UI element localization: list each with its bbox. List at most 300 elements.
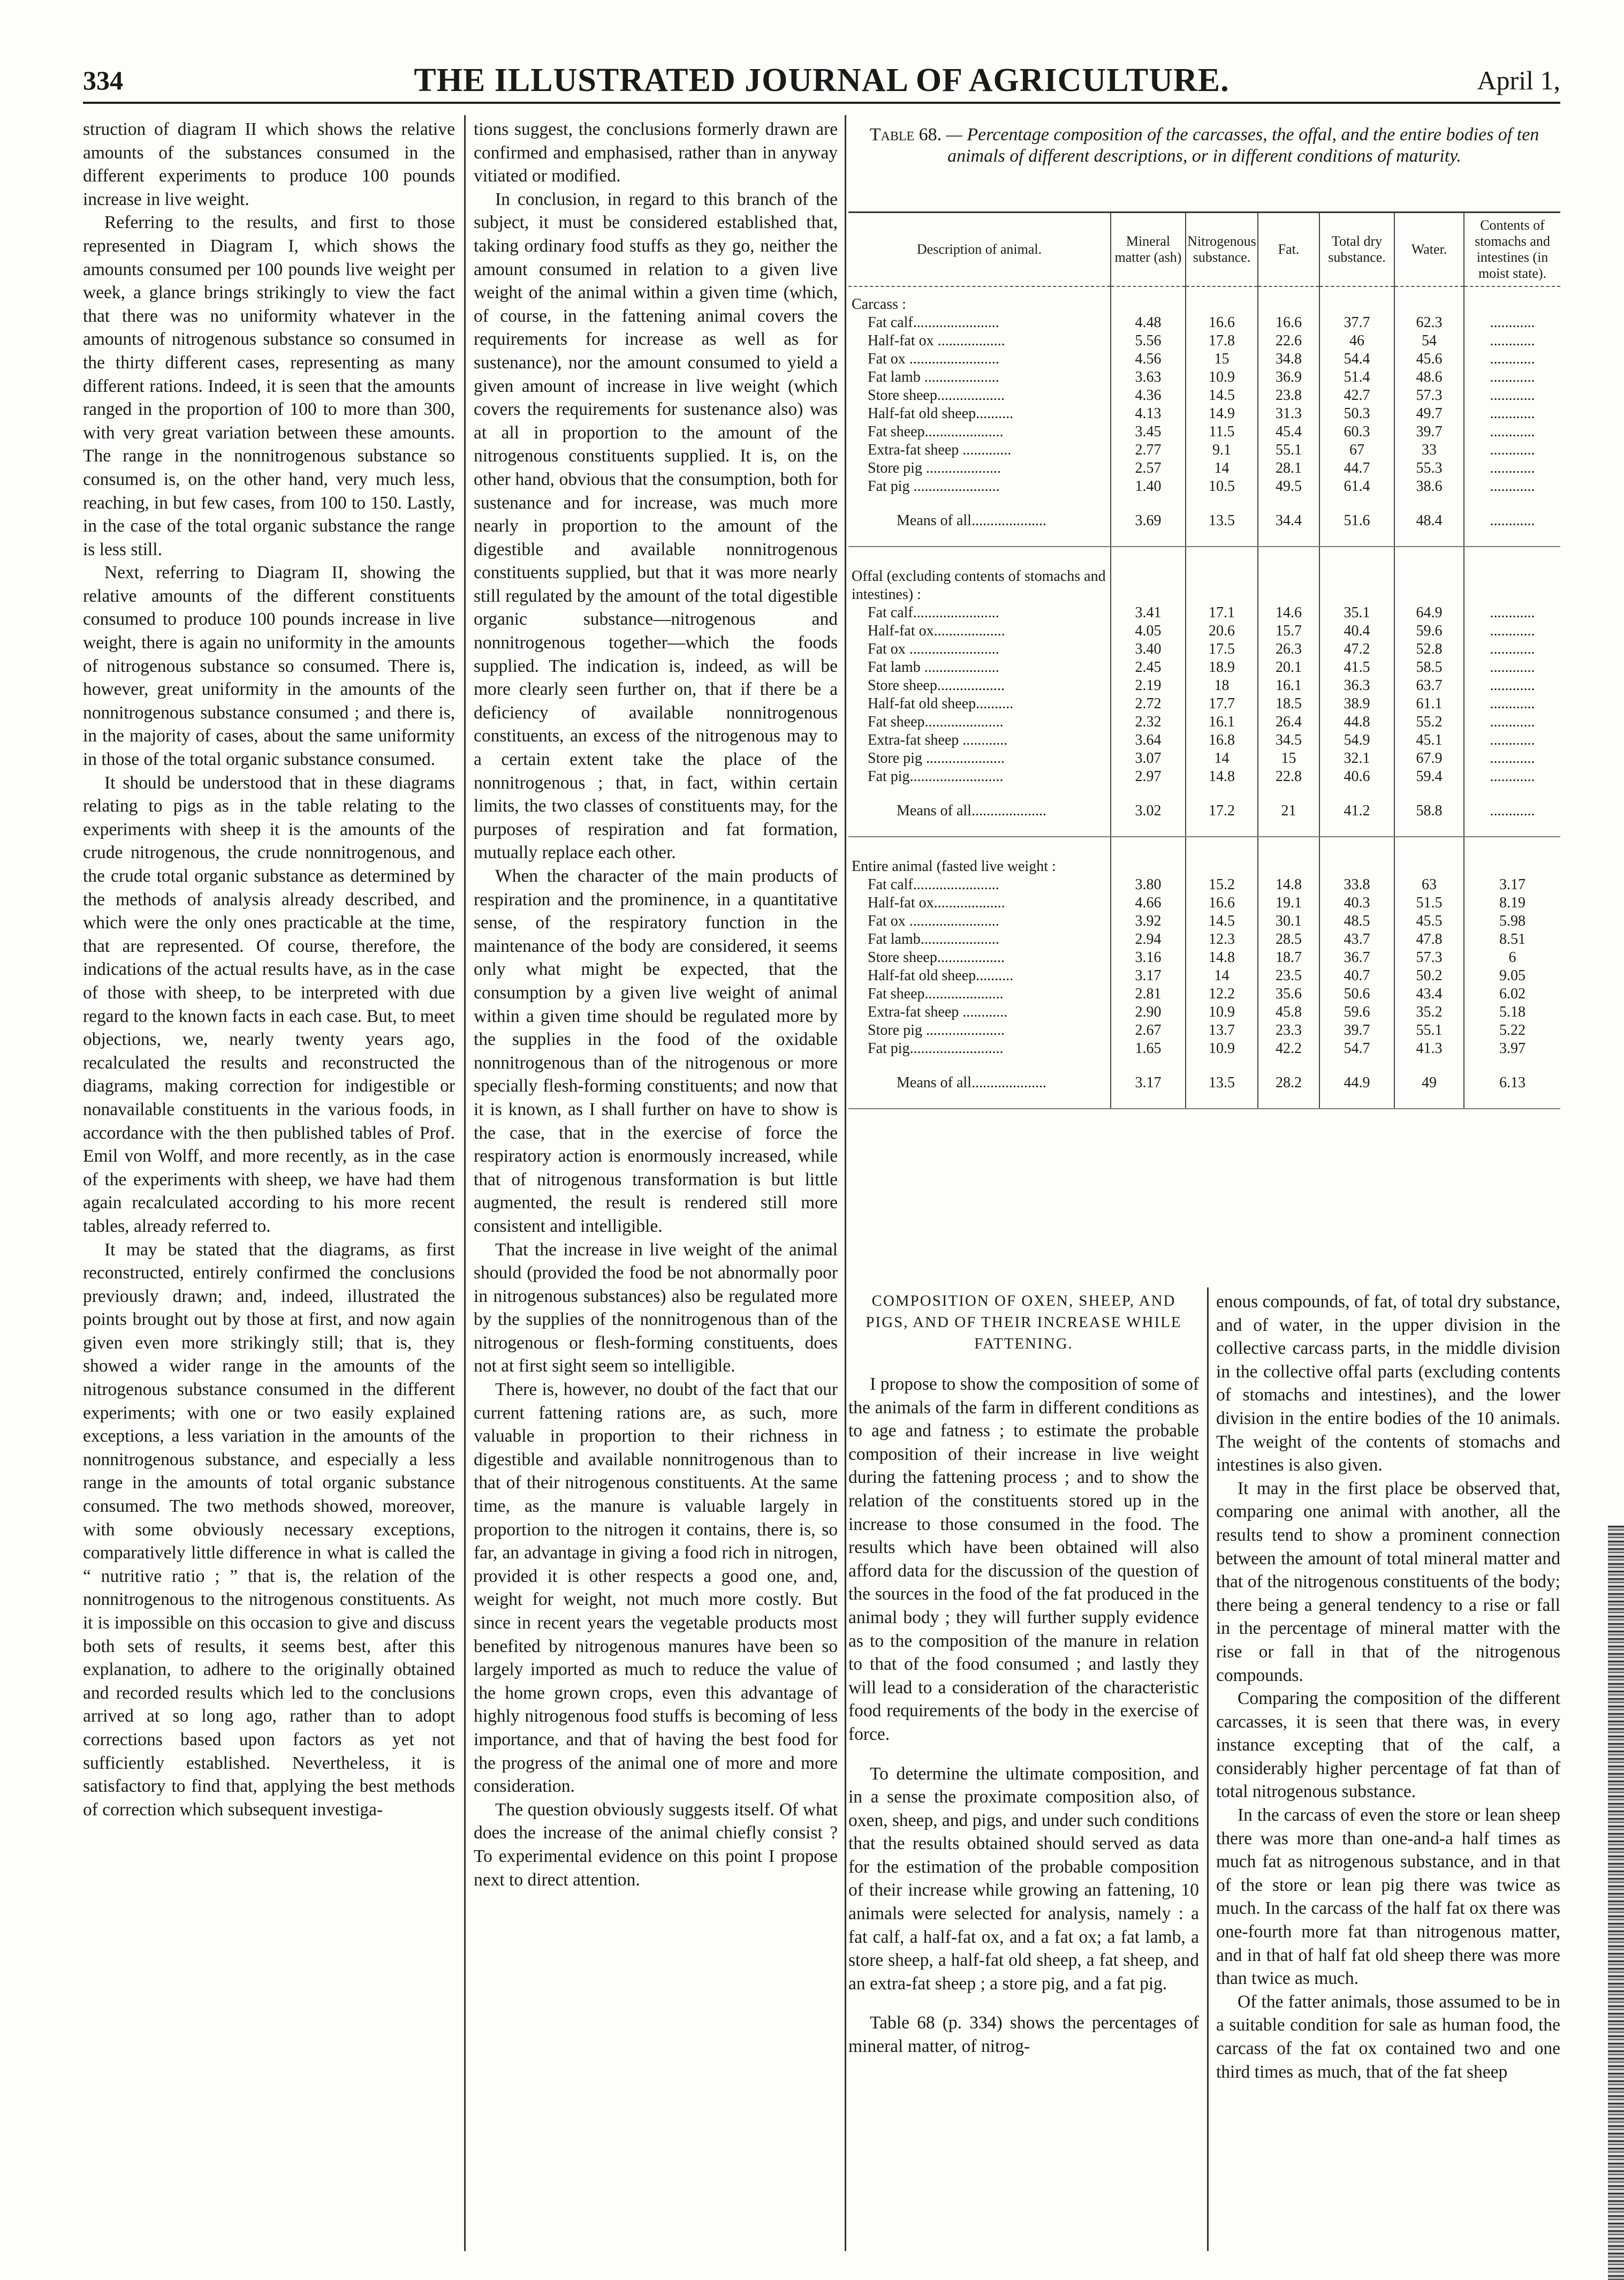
table-cell: ............ xyxy=(1464,314,1560,332)
paragraph: Referring to the results, and first to those represented in Diagram I, which shows the amounts consumed per 100 pounds live weight per week, a glance brings strikingly to view the fact that there was no uniformity whatever in the amounts of nitrogenous substance so consumed in the thirty different cases, representing as many different rations. Indeed, it is seen that the amounts ranged in the proportion of 100 to more than 300, with very great variation between these amounts. The range in the nonnitrogenous substance so consumed is, on the other hand, very much less, reaching, in but few cases, from 100 to 150. Lastly, in the case of the total organic substance the range is less still. xyxy=(83,213,455,559)
means-cell: 58.8 xyxy=(1394,786,1464,837)
table-cell: 28.5 xyxy=(1258,930,1319,949)
paragraph: There is, however, no doubt of the fact that our current fattening rations are, as such, more valuable in proportion to their richness in digestible and available nonnitrogenous than to that of their nitrogenous constituents. At the same time, as the manure is valuable largely in proportion to the nitrogen it contains, there is, so far, an advantage in giving a food rich in nitrogen, provided it is other respects a good one, and, weight for weight, not much more costly. But since in recent years the vegetable products most benefited by nitrogenous manures have been so largely imported as much to reduce the value of the home grown crops, even this advantage of highly nitrogenous food stuffs is becoming of less importance, and that of having the best food for the progress of the animal one of more and more consideration. xyxy=(474,1380,838,1797)
table-cell: ............ xyxy=(1464,387,1560,405)
animal-description: Fat lamb..................... xyxy=(868,931,999,948)
table-row xyxy=(848,658,1560,677)
paragraph: tions suggest, the conclusions formerly drawn are confirmed and emphasised, rather than in anyway vitiated or modified. xyxy=(474,119,838,186)
table-cell: 19.1 xyxy=(1258,894,1319,912)
table-cell: 26.4 xyxy=(1258,713,1319,731)
table-cell: 43.7 xyxy=(1319,930,1394,949)
table-cell: 45.8 xyxy=(1258,1003,1319,1021)
column-header: Description of animal. xyxy=(916,241,1042,257)
page-number: 334 xyxy=(83,65,123,95)
table-cell: ............ xyxy=(1464,478,1560,496)
table-cell: 10.5 xyxy=(1186,478,1258,496)
table-cell: 16.6 xyxy=(1258,314,1319,332)
table-cell: 6.02 xyxy=(1464,985,1560,1003)
paragraph: Of the fatter animals, those assumed to be in a suitable condition for sale as human food, the carcass of the fat ox contained two and one third times as much, that of the fat sheep xyxy=(1216,1991,1560,2082)
paragraph: That the increase in live weight of the animal should (provided the food be not abnormally poor in nitrogenous substances) also be regulated more by the supplies of the nonnitrogenous than of the nitrogenous or flesh-forming constituents, does not at first sight seem so intelligible. xyxy=(474,1239,838,1376)
table-cell: 4.36 xyxy=(1111,387,1186,405)
table-cell: 15 xyxy=(1258,749,1319,768)
table-row xyxy=(848,949,1560,967)
animal-description: Half-fat ox .................. xyxy=(868,332,1005,349)
table-cell: 46 xyxy=(1319,332,1394,350)
spacer-cell xyxy=(1111,547,1186,559)
empty-cell xyxy=(1464,559,1560,604)
spacer-cell xyxy=(1394,837,1464,849)
table-cell: 62.3 xyxy=(1394,314,1464,332)
table-cell: 17.8 xyxy=(1186,332,1258,350)
table-cell: 5.98 xyxy=(1464,912,1560,930)
table-cell: 55.3 xyxy=(1394,459,1464,478)
table-cell: ............ xyxy=(1464,658,1560,677)
spacer-cell xyxy=(1186,837,1258,849)
table-cell: 4.48 xyxy=(1111,314,1186,332)
animal-description: Half-fat ox................... xyxy=(868,895,1005,911)
table-cell: ............ xyxy=(1464,441,1560,459)
table-cell: 40.6 xyxy=(1319,768,1394,786)
table-cell: 20.1 xyxy=(1258,658,1319,677)
table-cell: 9.05 xyxy=(1464,967,1560,985)
means-cell: 3.02 xyxy=(1111,786,1186,837)
animal-description: Half-fat old sheep.......... xyxy=(868,405,1014,422)
table-label: Table 68. xyxy=(869,125,942,145)
table-cell: 63 xyxy=(1394,876,1464,894)
table-cell: 16.6 xyxy=(1186,894,1258,912)
table-cell: 18.5 xyxy=(1258,695,1319,713)
table-row xyxy=(848,478,1560,496)
table-cell: 15.7 xyxy=(1258,622,1319,640)
table-cell: 4.13 xyxy=(1111,405,1186,423)
table-cell: 55.2 xyxy=(1394,713,1464,731)
table-cell: 28.1 xyxy=(1258,459,1319,478)
empty-cell xyxy=(1258,559,1319,604)
table-cell: 12.2 xyxy=(1186,985,1258,1003)
table-cell: 2.57 xyxy=(1111,459,1186,478)
empty-cell xyxy=(1111,286,1186,314)
animal-description: Fat sheep..................... xyxy=(868,986,1004,1002)
table-cell: 22.6 xyxy=(1258,332,1319,350)
spacer-cell xyxy=(1464,547,1560,559)
means-label: Means of all.................... xyxy=(848,1058,1111,1109)
table-cell: 57.3 xyxy=(1394,387,1464,405)
header-rule xyxy=(83,102,1560,104)
table-cell: ............ xyxy=(1464,368,1560,387)
table-cell: 49.7 xyxy=(1394,405,1464,423)
table-cell: ............ xyxy=(1464,423,1560,441)
table-cell: 67 xyxy=(1319,441,1394,459)
table-cell: 5.18 xyxy=(1464,1003,1560,1021)
table-row xyxy=(848,423,1560,441)
paragraph: Next, referring to Diagram II, showing the relative amounts of the different constituents consumed to produce 100 pounds increase in live weight, there is again no uniformity in the amounts of nitrogenous substance so consumed. There is, however, great uniformity in the amounts of the nonnitrogenous substance consumed ; and there is, in the majority of cases, about the same uniformity in those of the total organic substance consumed. xyxy=(83,563,455,770)
paragraph: It may in the first place be observed that, comparing one animal with another, all the results tend to show a prominent connection between the amount of total mineral matter and that of the nitrogenous constituents of the body; there being a general tendency to a rise or fall in the percentage of mineral matter with the rise or fall in that of the nitrogenous compounds. xyxy=(1216,1478,1560,1685)
group-title: Carcass : xyxy=(852,296,906,313)
means-label: Means of all.................... xyxy=(848,786,1111,837)
issue-date: April 1, xyxy=(1477,65,1560,95)
table-cell: 8.19 xyxy=(1464,894,1560,912)
table-cell: 2.19 xyxy=(1111,677,1186,695)
paragraph: I propose to show the composition of some of the animals of the farm in different conditions as to age and fatness ; to estimate the probable composition of their increase in live weight during the fattening process ; and to show the relation of the constituents stored up in the increase to those consumed in the food. The results which have been obtained will also afford data for the discussion of the question of the sources in the food of the fat produced in the animal body ; they will further supply evidence as to the composition of the manure in relation to that of the food consumed ; and lastly they will lead to a consideration of the characteristic food requirements of the body in the exercise of force. xyxy=(848,1374,1199,1744)
table-cell: 16.8 xyxy=(1186,731,1258,749)
table-cell: 11.5 xyxy=(1186,423,1258,441)
spacer-cell xyxy=(1258,547,1319,559)
animal-description: Fat pig......................... xyxy=(868,1040,1004,1057)
table-cell: 55.1 xyxy=(1258,441,1319,459)
table-row xyxy=(848,459,1560,478)
table-cell: 16.1 xyxy=(1258,677,1319,695)
table-row xyxy=(848,967,1560,985)
table-header-row xyxy=(848,213,1560,287)
table-cell: ............ xyxy=(1464,350,1560,368)
group-spacer xyxy=(848,837,1560,849)
journal-title: THE ILLUSTRATED JOURNAL OF AGRICULTURE. xyxy=(414,62,1230,99)
text-column-4 xyxy=(1216,1290,1560,2084)
table-cell: 3.64 xyxy=(1111,731,1186,749)
table-cell: 40.3 xyxy=(1319,894,1394,912)
column-header: Water. xyxy=(1394,213,1464,287)
table-cell: 10.9 xyxy=(1186,1040,1258,1058)
table-cell: 45.4 xyxy=(1258,423,1319,441)
table-cell: 3.63 xyxy=(1111,368,1186,387)
table-row xyxy=(848,930,1560,949)
empty-cell xyxy=(1464,849,1560,876)
table-cell: 2.32 xyxy=(1111,713,1186,731)
table-cell: 35.2 xyxy=(1394,1003,1464,1021)
empty-cell xyxy=(1394,286,1464,314)
table-cell: 63.7 xyxy=(1394,677,1464,695)
means-cell: 13.5 xyxy=(1186,1058,1258,1109)
table-cell: 15 xyxy=(1186,350,1258,368)
table-cell: 14.5 xyxy=(1186,912,1258,930)
table-cell: 14.5 xyxy=(1186,387,1258,405)
means-cell: 17.2 xyxy=(1186,786,1258,837)
table-row xyxy=(848,622,1560,640)
table-cell: 14.8 xyxy=(1186,949,1258,967)
table-cell: 3.17 xyxy=(1111,967,1186,985)
table-cell: 33 xyxy=(1394,441,1464,459)
scan-edge-strip xyxy=(1608,1526,1624,2280)
table-cell: 50.6 xyxy=(1319,985,1394,1003)
table-cell: 23.5 xyxy=(1258,967,1319,985)
animal-description: Half-fat old sheep.......... xyxy=(868,695,1014,712)
table-cell: 2.77 xyxy=(1111,441,1186,459)
table-cell: 60.3 xyxy=(1319,423,1394,441)
text-column-3 xyxy=(848,1290,1199,2058)
table-cell: 64.9 xyxy=(1394,604,1464,622)
table-row xyxy=(848,985,1560,1003)
means-cell: 21 xyxy=(1258,786,1319,837)
table-cell: 31.3 xyxy=(1258,405,1319,423)
empty-cell xyxy=(1319,849,1394,876)
table-cell: 67.9 xyxy=(1394,749,1464,768)
table-row xyxy=(848,731,1560,749)
table-cell: 2.45 xyxy=(1111,658,1186,677)
table-cell: 15.2 xyxy=(1186,876,1258,894)
group-title-row xyxy=(848,559,1560,604)
table-cell: 3.92 xyxy=(1111,912,1186,930)
table-cell: 8.51 xyxy=(1464,930,1560,949)
table-cell: 51.4 xyxy=(1319,368,1394,387)
table-cell: 50.3 xyxy=(1319,405,1394,423)
table-cell: 23.8 xyxy=(1258,387,1319,405)
table-cell: 45.1 xyxy=(1394,731,1464,749)
paragraph: It may be stated that the diagrams, as first reconstructed, entirely confirmed the conclusions previously drawn; and, indeed, illustrated the points brought out by those at first, and now again given even more strikingly still; that is, they showed a wider range in the amounts of the nitrogenous substance consumed in the different experiments; with one or two easily explained exceptions, a less variation in the amounts of the nonnitrogenous substance, and especially a less range in the amounts of total organic substance consumed. The two methods showed, moreover, with some obviously necessary exceptions, comparatively little difference in what is called the “ nutritive ratio ; ” that is, the relation of the nonnitrogenous to the nitrogenous constituents. As it is impossible on this occasion to give and discuss both sets of results, it seems best, after this explanation, to adhere to the originally obtained and recorded results which led to the conclusions arrived at so long ago, rather than to adopt corrections based upon factors as yet not sufficiently established. Nevertheless, it is satisfactory to find that, applying the best methods of correction which subsequent investiga- xyxy=(83,1239,455,1820)
table-row xyxy=(848,713,1560,731)
table-cell: 14.8 xyxy=(1258,876,1319,894)
paragraph: In conclusion, in regard to this branch of the subject, it must be considered established that, taking ordinary food stuffs as they go, neither the amount consumed in relation to a given live weight of the animal within a given time (which, of course, in the fattening animal covers the requirements for increase as well as for sustenance), nor the amount consumed to yield a given amount of increase in live weight (which covers the requirements for sustenance also) was at all in proportion to the amount of the nitrogenous constituents supplied. It is, on the other hand, obvious that the consumption, both for sustenance and for increase, was much more nearly in proportion to the amount of the digestible and available nonnitrogenous constituents supplied, but that it was more nearly still regulated by the amount of the total digestible organic substance—nitrogenous and nonnitrogenous together—which the foods supplied. The indication is, indeed, as will be more clearly seen further on, that if there be a deficiency of available nonnitrogenous constituents, an excess of the nitrogenous may to a certain extent take the place of the nonnitrogenous ; that, in fact, within certain limits, the two classes of constituents may, for the purposes of respiration and fat formation, mutually replace each other. xyxy=(474,189,838,863)
empty-cell xyxy=(1258,286,1319,314)
table-cell: 14.9 xyxy=(1186,405,1258,423)
table-cell: 1.40 xyxy=(1111,478,1186,496)
means-label: Means of all.................... xyxy=(848,496,1111,547)
table-cell: 3.16 xyxy=(1111,949,1186,967)
table-cell: 14.6 xyxy=(1258,604,1319,622)
means-cell: 44.9 xyxy=(1319,1058,1394,1109)
empty-cell xyxy=(1111,849,1186,876)
table-row xyxy=(848,350,1560,368)
table-cell: 36.3 xyxy=(1319,677,1394,695)
table-cell: 52.8 xyxy=(1394,640,1464,658)
paragraph: struction of diagram II which shows the relative amounts of the substances consumed in the different experiments to produce 100 pounds increase in live weight. xyxy=(83,119,455,209)
table-cell: 3.80 xyxy=(1111,876,1186,894)
table-cell: 5.22 xyxy=(1464,1021,1560,1040)
table-cell: 54.9 xyxy=(1319,731,1394,749)
table-cell: 2.90 xyxy=(1111,1003,1186,1021)
table-cell: 47.2 xyxy=(1319,640,1394,658)
empty-cell xyxy=(1394,849,1464,876)
table-cell: 2.81 xyxy=(1111,985,1186,1003)
means-cell: 41.2 xyxy=(1319,786,1394,837)
table-cell: 3.41 xyxy=(1111,604,1186,622)
table-cell: 41.5 xyxy=(1319,658,1394,677)
animal-description: Store pig ..................... xyxy=(868,1022,1005,1039)
table-cell: 18 xyxy=(1186,677,1258,695)
empty-cell xyxy=(1319,286,1394,314)
table-cell: 5.56 xyxy=(1111,332,1186,350)
table-cell: 59.6 xyxy=(1319,1003,1394,1021)
table-cell: 3.40 xyxy=(1111,640,1186,658)
table-cell: 45.6 xyxy=(1394,350,1464,368)
table-cell: 58.5 xyxy=(1394,658,1464,677)
means-cell: 6.13 xyxy=(1464,1058,1560,1109)
table-cell: 34.8 xyxy=(1258,350,1319,368)
table-cell: 37.7 xyxy=(1319,314,1394,332)
table-cell: ............ xyxy=(1464,640,1560,658)
table-cell: 32.1 xyxy=(1319,749,1394,768)
table-cell: ............ xyxy=(1464,604,1560,622)
spacer-cell xyxy=(1394,547,1464,559)
page-header xyxy=(83,62,1560,104)
table-cell: ............ xyxy=(1464,332,1560,350)
table-cell: 40.7 xyxy=(1319,967,1394,985)
means-cell: 28.2 xyxy=(1258,1058,1319,1109)
animal-description: Extra-fat sheep ............ xyxy=(868,1004,1008,1020)
spacer-cell xyxy=(1319,547,1394,559)
table-cell: 30.1 xyxy=(1258,912,1319,930)
empty-cell xyxy=(1319,559,1394,604)
table-row xyxy=(848,749,1560,768)
animal-description: Store sheep.................. xyxy=(868,677,1005,694)
column-divider xyxy=(845,115,846,2251)
table-cell: 57.3 xyxy=(1394,949,1464,967)
means-cell: 3.69 xyxy=(1111,496,1186,547)
empty-cell xyxy=(1111,559,1186,604)
table-cell: 14 xyxy=(1186,459,1258,478)
table-cell: 3.07 xyxy=(1111,749,1186,768)
group-title: Offal (excluding contents of stomachs and intestines) : xyxy=(852,568,1106,603)
group-title: Entire animal (fasted live weight : xyxy=(852,858,1056,875)
animal-description: Fat calf....................... xyxy=(868,876,999,893)
table-cell: 61.1 xyxy=(1394,695,1464,713)
means-cell: 34.4 xyxy=(1258,496,1319,547)
animal-description: Store pig ..................... xyxy=(868,750,1005,767)
empty-cell xyxy=(1186,286,1258,314)
table-cell: 14 xyxy=(1186,749,1258,768)
table-cell: 47.8 xyxy=(1394,930,1464,949)
table-cell: 36.7 xyxy=(1319,949,1394,967)
table-caption-text: — Percentage composition of the carcasses, the offal, and the entire bodies of ten animals of different descriptions, or in different conditions of maturity. xyxy=(946,125,1539,166)
table-cell: 16.1 xyxy=(1186,713,1258,731)
table-cell: 39.7 xyxy=(1319,1021,1394,1040)
table-cell: 42.7 xyxy=(1319,387,1394,405)
spacer-cell xyxy=(1111,837,1186,849)
spacer-cell xyxy=(1464,837,1560,849)
table-cell: 49.5 xyxy=(1258,478,1319,496)
table-cell: 20.6 xyxy=(1186,622,1258,640)
group-spacer xyxy=(848,547,1560,559)
paragraph: It should be understood that in these diagrams relating to pigs as in the table relating to the experiments with sheep it is the amounts of the crude nitrogenous, the crude nonnitrogenous, and the crude total organic substance as determined by the methods of analysis already described, and which were the only ones practicable at the time, that are represented. Of course, therefore, the indications of the actual results have, as in the case of those with sheep, to be interpreted with due regard to the known facts in each case. But, to meet objections, we, nearly twenty years ago, recalculated the results and reconstructed the diagrams, making correction for indigestible or nonavailable constituents in the various foods, in accordance with the then published tables of Prof. Emil von Wolff, and more recently, as in the case of the experiments with sheep, we have had them again recalculated according to his more recent tables, already referred to. xyxy=(83,772,455,1236)
table-cell: 17.5 xyxy=(1186,640,1258,658)
table-caption xyxy=(848,124,1560,167)
table-cell: 59.6 xyxy=(1394,622,1464,640)
table-cell: 9.1 xyxy=(1186,441,1258,459)
group-title-row xyxy=(848,286,1560,314)
animal-description: Fat lamb .................... xyxy=(868,659,999,676)
table-cell: 50.2 xyxy=(1394,967,1464,985)
empty-cell xyxy=(1394,559,1464,604)
means-row xyxy=(848,786,1560,837)
paragraph: When the character of the main products of respiration and the prominence, in a quantitative sense, of the respiratory function in the maintenance of the body are considered, it seems only what might be expected, that the consumption by a given live weight of animal within a given time should be regulated more by the supplies in the food of the oxidable nonnitrogenous than of the nitrogenous or more specially flesh-forming constituents; and now that it is known, as I shall further on have to show is the case, that in the exercise of force the respiratory action is enormously increased, while that of nitrogenous transformation is but little augmented, the result is rendered still more consistent and intelligible. xyxy=(474,866,838,1236)
table-cell: 2.94 xyxy=(1111,930,1186,949)
column-header: Mineral matter (ash) xyxy=(1111,213,1186,287)
table-cell: 2.67 xyxy=(1111,1021,1186,1040)
table-cell: 35.1 xyxy=(1319,604,1394,622)
means-row xyxy=(848,496,1560,547)
means-cell: 49 xyxy=(1394,1058,1464,1109)
table-cell: ............ xyxy=(1464,695,1560,713)
table-cell: 18.9 xyxy=(1186,658,1258,677)
table-cell: 3.17 xyxy=(1464,876,1560,894)
text-column-2 xyxy=(474,118,838,1891)
table-cell: 6 xyxy=(1464,949,1560,967)
table-cell: 14.8 xyxy=(1186,768,1258,786)
paragraph: In the carcass of even the store or lean sheep there was more than one-and-a half times as much fat as nitrogenous substance, and in that of the store or lean pig there was twice as much. In the carcass of the half fat ox there was one-fourth more fat than nitrogenous matter, and in that of half fat old sheep there was more than twice as much. xyxy=(1216,1805,1560,1989)
table-row xyxy=(848,640,1560,658)
table-cell: 10.9 xyxy=(1186,368,1258,387)
table-row xyxy=(848,1040,1560,1058)
table-cell: 2.97 xyxy=(1111,768,1186,786)
animal-description: Fat ox ........................ xyxy=(868,351,999,367)
animal-description: Fat pig ....................... xyxy=(868,478,1000,495)
group-title-row xyxy=(848,849,1560,876)
table-cell: 23.3 xyxy=(1258,1021,1319,1040)
spacer-cell xyxy=(1319,837,1394,849)
table-row xyxy=(848,314,1560,332)
table-cell: ............ xyxy=(1464,731,1560,749)
column-header: Total dry substance. xyxy=(1319,213,1394,287)
table-row xyxy=(848,677,1560,695)
table-row xyxy=(848,695,1560,713)
table-cell: 22.8 xyxy=(1258,768,1319,786)
table-row xyxy=(848,1021,1560,1040)
table-cell: 38.6 xyxy=(1394,478,1464,496)
section-heading: COMPOSITION OF OXEN, SHEEP, AND PIGS, AND OF THEIR INCREASE WHILE FATTENING. xyxy=(866,1292,1182,1352)
paragraph: enous compounds, of fat, of total dry substance, and of water, in the upper division in the collective carcass parts, in the middle division in the collective offal parts (excluding contents of stomachs and intestines), and the lower division in the entire bodies of the 10 animals. The weight of the contents of stomachs and intestines is also given. xyxy=(1216,1292,1560,1475)
animal-description: Fat sheep..................... xyxy=(868,714,1004,730)
animal-description: Fat ox ........................ xyxy=(868,913,999,929)
table-cell: 36.9 xyxy=(1258,368,1319,387)
table-row xyxy=(848,1003,1560,1021)
composition-table xyxy=(848,211,1560,1109)
column-divider xyxy=(464,115,466,2251)
table-cell: ............ xyxy=(1464,677,1560,695)
table-cell: 41.3 xyxy=(1394,1040,1464,1058)
table-cell: 13.7 xyxy=(1186,1021,1258,1040)
table-cell: 48.5 xyxy=(1319,912,1394,930)
text-column-1 xyxy=(83,118,455,1821)
animal-description: Store sheep.................. xyxy=(868,949,1005,966)
table-cell: 48.6 xyxy=(1394,368,1464,387)
table-cell: 14 xyxy=(1186,967,1258,985)
column-header: Contents of stomachs and intestines (in moist state). xyxy=(1464,213,1560,287)
table-cell: 45.5 xyxy=(1394,912,1464,930)
spacer-cell xyxy=(1186,547,1258,559)
table-cell: 43.4 xyxy=(1394,985,1464,1003)
table-cell: 38.9 xyxy=(1319,695,1394,713)
means-cell: 13.5 xyxy=(1186,496,1258,547)
means-cell: ............ xyxy=(1464,786,1560,837)
table-cell: 4.56 xyxy=(1111,350,1186,368)
table-cell: 39.7 xyxy=(1394,423,1464,441)
table-cell: ............ xyxy=(1464,459,1560,478)
table-row xyxy=(848,441,1560,459)
table-row xyxy=(848,768,1560,786)
table-row xyxy=(848,894,1560,912)
paragraph: Comparing the composition of the different carcasses, it is seen that there was, in every instance excepting that of the calf, a considerably higher percentage of fat than of total nitrogenous substance. xyxy=(1216,1688,1560,1802)
table-cell: 4.05 xyxy=(1111,622,1186,640)
table-row xyxy=(848,368,1560,387)
empty-cell xyxy=(1258,849,1319,876)
spacer-cell xyxy=(1258,837,1319,849)
table-cell: 40.4 xyxy=(1319,622,1394,640)
animal-description: Fat pig......................... xyxy=(868,768,1004,785)
means-cell: ............ xyxy=(1464,496,1560,547)
table-cell: 54.7 xyxy=(1319,1040,1394,1058)
table-cell: 10.9 xyxy=(1186,1003,1258,1021)
table-cell: 33.8 xyxy=(1319,876,1394,894)
table-cell: 1.65 xyxy=(1111,1040,1186,1058)
table-cell: 34.5 xyxy=(1258,731,1319,749)
table-cell: 55.1 xyxy=(1394,1021,1464,1040)
animal-description: Fat ox ........................ xyxy=(868,641,999,657)
animal-description: Store sheep.................. xyxy=(868,387,1005,404)
table-cell: 26.3 xyxy=(1258,640,1319,658)
paragraph: The question obviously suggests itself. Of what does the increase of the animal chiefly consist ? To experimental evidence on this point I propose next to direct attention. xyxy=(474,1799,838,1890)
table-row xyxy=(848,604,1560,622)
animal-description: Half-fat ox................... xyxy=(868,623,1005,639)
table-cell: ............ xyxy=(1464,749,1560,768)
